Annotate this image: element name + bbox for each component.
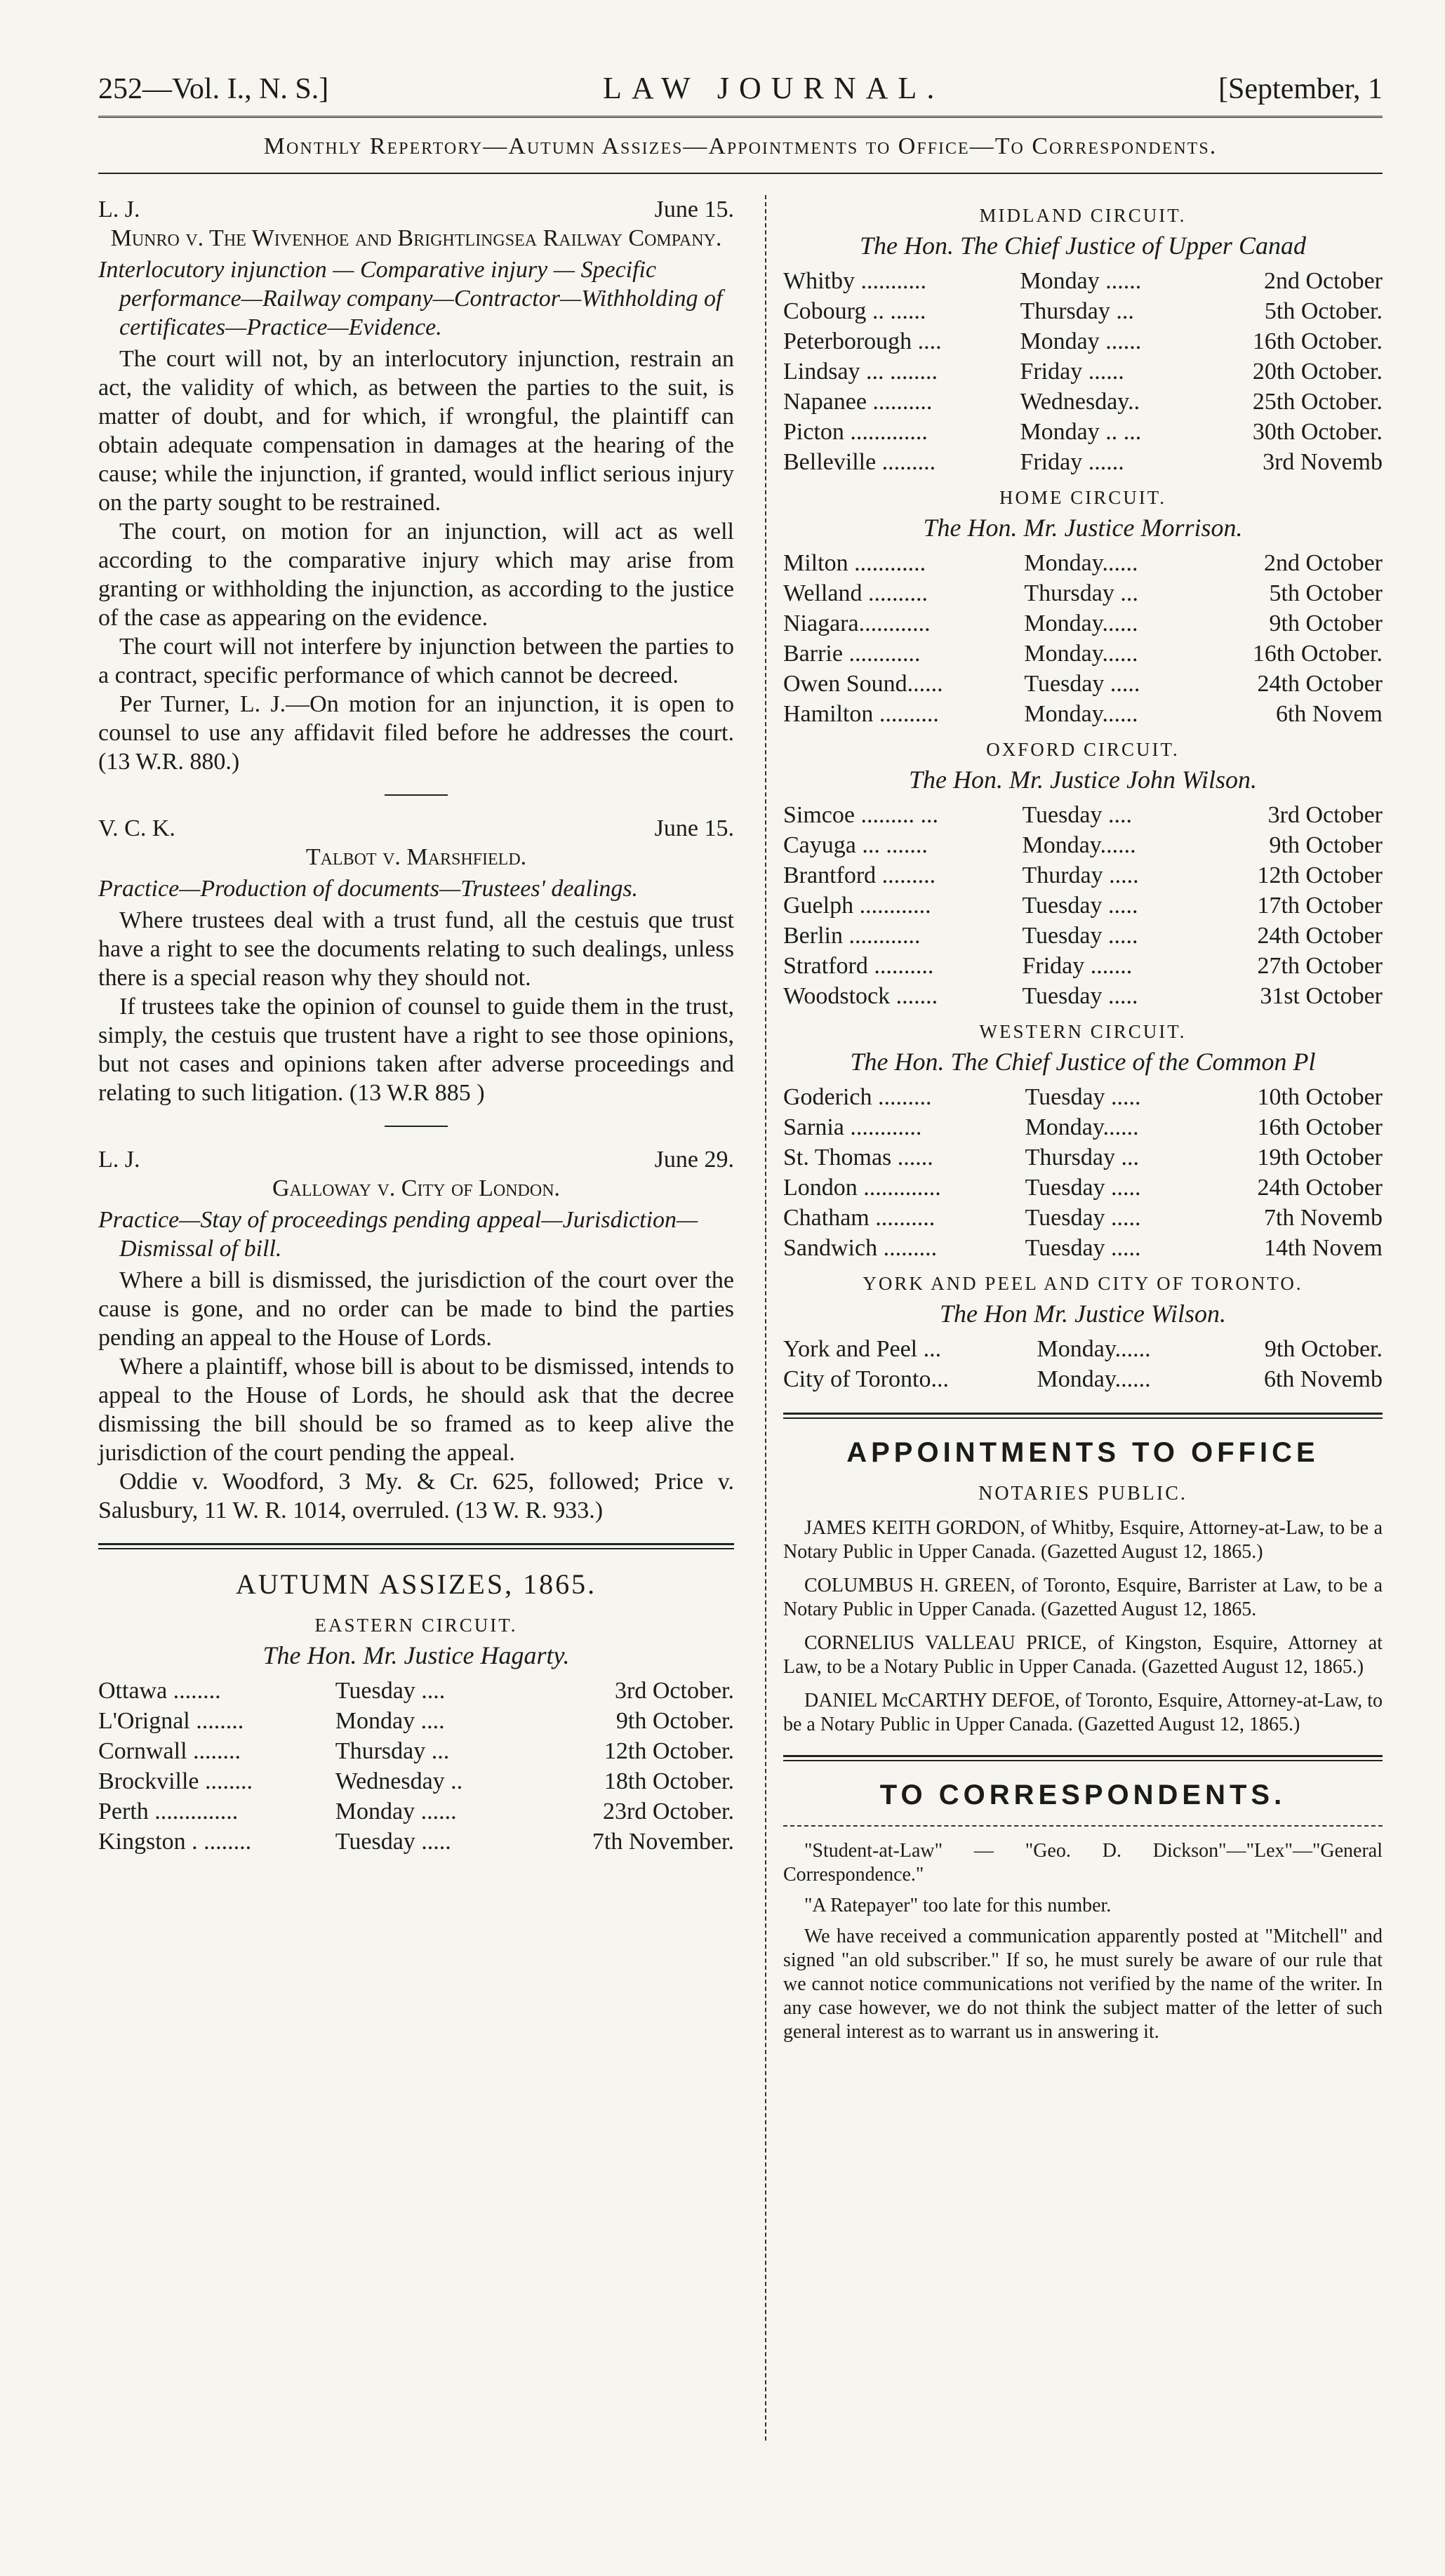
town: Niagara............ — [783, 610, 931, 636]
town: Kingston . ........ — [98, 1829, 252, 1855]
day: Monday...... — [1037, 1336, 1151, 1362]
day: Monday...... — [1025, 1114, 1139, 1140]
case-date: June 29. — [654, 1147, 734, 1173]
day: Wednesday.. — [1020, 389, 1140, 415]
date: 5th October. — [1264, 298, 1383, 324]
town: York and Peel ... — [783, 1336, 942, 1362]
town: Peterborough .... — [783, 328, 942, 354]
circuit-name: OXFORD CIRCUIT. — [986, 739, 1180, 760]
case-report — [98, 195, 734, 776]
right-column — [758, 195, 1383, 2497]
town: Belleville ......... — [783, 449, 936, 475]
schedule-row — [98, 1796, 734, 1827]
schedule-row — [783, 981, 1383, 1011]
circuit-judge: The Hon. Mr. Justice John Wilson. — [909, 766, 1257, 794]
day: Monday...... — [1024, 701, 1138, 727]
notary-entry: COLUMBUS H. GREEN, of Toronto, Esquire, Barrister at Law, to be a Notary Public in Upper Canada. (Gazetted August 12, 1865. — [783, 1575, 1383, 1620]
schedule-row — [783, 356, 1383, 387]
schedule-row — [783, 548, 1383, 578]
case-date: June 15. — [654, 815, 734, 841]
day: Monday...... — [1024, 641, 1138, 667]
town: Whitby ........... — [783, 268, 926, 294]
day: Monday...... — [1024, 610, 1138, 636]
page-number-volume: 252—Vol. I., N. S.] — [98, 73, 329, 105]
schedule-row — [783, 266, 1383, 296]
schedule-row — [783, 296, 1383, 326]
correspondent-note: "Student-at-Law" — "Geo. D. Dickson"—"Lex"—"General Correspondence." — [783, 1840, 1383, 1886]
town: Owen Sound...... — [783, 671, 943, 697]
date: 9th October — [1269, 832, 1383, 858]
town: Picton ............. — [783, 419, 928, 445]
date: 18th October. — [604, 1768, 734, 1794]
circuit-block — [783, 1021, 1383, 1263]
day: Tuesday ..... — [1025, 1084, 1141, 1110]
day: Monday ...... — [1020, 268, 1142, 294]
schedule-row — [783, 639, 1383, 669]
circuit-name: HOME CIRCUIT. — [999, 487, 1166, 508]
journal-page — [98, 70, 1383, 2512]
town: L'Orignal ........ — [98, 1708, 244, 1734]
schedule-row — [783, 1142, 1383, 1173]
schedule-row — [783, 921, 1383, 951]
day: Wednesday .. — [335, 1768, 463, 1794]
date: 6th Novem — [1275, 701, 1383, 727]
date: 31st October — [1260, 983, 1383, 1009]
day: Monday .. ... — [1020, 419, 1142, 445]
date: 9th October. — [1264, 1336, 1383, 1362]
correspondents-heading: TO CORRESPONDENTS. — [879, 1780, 1286, 1810]
circuit-judge: The Hon. Mr. Justice Morrison. — [923, 514, 1243, 542]
day: Thursday ... — [335, 1738, 450, 1764]
circuit-schedule — [783, 1082, 1383, 1263]
section-rule — [783, 1755, 1383, 1761]
circuit-name: YORK AND PEEL AND CITY OF TORONTO. — [863, 1273, 1303, 1294]
schedule-row — [783, 1334, 1383, 1364]
town: Cobourg .. ...... — [783, 298, 926, 324]
circuit-judge: The Hon. The Chief Justice of Upper Canad — [860, 232, 1306, 260]
day: Thursday ... — [1024, 580, 1138, 606]
town: London ............. — [783, 1175, 941, 1201]
town: Hamilton .......... — [783, 701, 939, 727]
circuit-block — [783, 205, 1383, 477]
case-headnote: Interlocutory injunction — Comparative injury — Specific performance—Railway company—Contractor—Withholding of certificates—Practice—Evidence. — [98, 257, 723, 340]
day: Tuesday ..... — [1024, 671, 1140, 697]
circuit-judge: The Hon. The Chief Justice of the Common Pl — [850, 1048, 1316, 1076]
town: St. Thomas ...... — [783, 1144, 933, 1170]
schedule-row — [783, 387, 1383, 417]
date: 7th November. — [592, 1829, 734, 1855]
town: Sarnia ............ — [783, 1114, 922, 1140]
journal-title: LAW JOURNAL. — [603, 71, 945, 105]
circuit-schedule — [783, 548, 1383, 729]
case-paragraph: Where a bill is dismissed, the jurisdiction of the court over the cause is gone, and no order can be made to bind the parties pending an appeal to the House of Lords. — [98, 1267, 734, 1351]
circuit-schedule — [783, 266, 1383, 477]
circuit-block — [783, 1273, 1383, 1394]
date: 12th October. — [604, 1738, 734, 1764]
schedule-row — [783, 890, 1383, 921]
circuit-judge: The Hon Mr. Justice Wilson. — [940, 1300, 1226, 1328]
appointments-heading: APPOINTMENTS TO OFFICE — [846, 1437, 1319, 1468]
case-paragraph: Oddie v. Woodford, 3 My. & Cr. 625, followed; Price v. Salusbury, 11 W. R. 1014, overruled. (13 W. R. 933.) — [98, 1469, 734, 1523]
court-label: L. J. — [98, 1147, 140, 1173]
date: 5th October — [1269, 580, 1383, 606]
two-column-body — [98, 195, 1383, 2497]
town: Simcoe ......... ... — [783, 802, 938, 828]
town: Brantford ......... — [783, 862, 936, 888]
date: 3rd Novemb — [1263, 449, 1383, 475]
case-title: Talbot v. Marshfield. — [305, 844, 527, 870]
schedule-row — [783, 860, 1383, 890]
date: 9th October — [1269, 610, 1383, 636]
day: Tuesday ..... — [1025, 1205, 1141, 1231]
circuit-schedule — [783, 1334, 1383, 1394]
town: Brockville ........ — [98, 1768, 253, 1794]
date: 20th October. — [1252, 359, 1383, 385]
town: Milton ............ — [783, 550, 926, 576]
day: Tuesday ..... — [1025, 1175, 1141, 1201]
day: Monday ...... — [335, 1798, 457, 1824]
town: City of Toronto... — [783, 1366, 949, 1392]
day: Thursday ... — [1025, 1144, 1139, 1170]
date: 17th October — [1257, 893, 1383, 919]
date: 16th October. — [1252, 328, 1383, 354]
date: 25th October. — [1252, 389, 1383, 415]
schedule-row — [783, 1364, 1383, 1394]
town: Berlin ............ — [783, 923, 921, 949]
town: Woodstock ....... — [783, 983, 938, 1009]
town: Napanee .......... — [783, 389, 933, 415]
case-paragraph: The court will not interfere by injunction between the parties to a contract, specific performance of which cannot be decreed. — [98, 634, 734, 688]
date: 14th Novem — [1263, 1235, 1383, 1261]
circuit-block — [98, 1615, 734, 1857]
date: 16th October. — [1252, 641, 1383, 667]
schedule-row — [783, 669, 1383, 699]
town: Welland .......... — [783, 580, 928, 606]
date: 24th October — [1257, 1175, 1383, 1201]
case-separator — [385, 1126, 448, 1127]
section-subheading: Monthly Repertory—Autumn Assizes—Appointments to Office—To Correspondents. — [98, 118, 1383, 174]
case-report — [98, 1145, 734, 1525]
schedule-row — [98, 1676, 734, 1706]
correspondent-note: We have received a communication apparently posted at "Mitchell" and signed "an old subscriber." If so, he must surely be aware of our rule that we cannot notice communications not verified by the name of the writer. In any case however, we do not think the subject matter of the letter of such general interest as to warrant us in answering it. — [783, 1926, 1383, 2043]
date: 12th October — [1257, 862, 1383, 888]
day: Tuesday ..... — [1025, 1235, 1141, 1261]
case-title: Munro v. The Wivenhoe and Brightlingsea Railway Company. — [110, 225, 722, 251]
day: Tuesday ..... — [335, 1829, 451, 1855]
case-headnote: Practice—Production of documents—Trustees' dealings. — [98, 876, 639, 902]
assizes-heading: AUTUMN ASSIZES, 1865. — [235, 1568, 597, 1600]
town: Sandwich ......... — [783, 1235, 938, 1261]
day: Friday ....... — [1022, 953, 1133, 979]
case-separator — [385, 794, 448, 796]
day: Tuesday .... — [335, 1678, 446, 1704]
case-paragraph: If trustees take the opinion of counsel to guide them in the trust, simply, the cestuis que trustent have a right to see those opinions, but not cases and opinions taken after adverse proceedings and relating to such litigation. (13 W.R 885 ) — [98, 994, 734, 1106]
day: Friday ...... — [1020, 359, 1124, 385]
notaries-subheading: NOTARIES PUBLIC. — [978, 1483, 1187, 1504]
schedule-row — [98, 1766, 734, 1796]
day: Friday ...... — [1020, 449, 1124, 475]
date: 27th October — [1257, 953, 1383, 979]
case-paragraph: Where trustees deal with a trust fund, all the cestuis que trust have a right to see the documents relating to such dealings, unless there is a special reason why they should not. — [98, 907, 734, 991]
circuit-name: MIDLAND CIRCUIT. — [979, 205, 1187, 226]
case-paragraph: Where a plaintiff, whose bill is about to be dismissed, intends to appeal to the House of Lords, he should ask that the decree dismissing the bill should be so framed as to keep alive the jurisdiction of the court pending the appeal. — [98, 1354, 734, 1466]
date: 3rd October. — [615, 1678, 734, 1704]
date: 24th October — [1257, 671, 1383, 697]
schedule-row — [783, 1082, 1383, 1112]
case-paragraph: Per Turner, L. J.—On motion for an injunction, it is open to counsel to use any affidavit filed before he addresses the court. (13 W.R. 880.) — [98, 691, 734, 775]
schedule-row — [783, 326, 1383, 356]
case-title: Galloway v. City of London. — [272, 1175, 561, 1201]
section-rule — [783, 1413, 1383, 1419]
day: Monday...... — [1022, 832, 1136, 858]
town: Perth .............. — [98, 1798, 239, 1824]
schedule-row — [783, 578, 1383, 608]
day: Tuesday ..... — [1022, 923, 1138, 949]
town: Cornwall ........ — [98, 1738, 241, 1764]
schedule-row — [783, 608, 1383, 639]
schedule-row — [783, 1203, 1383, 1233]
schedule-row — [783, 830, 1383, 860]
town: Goderich ......... — [783, 1084, 932, 1110]
day: Monday...... — [1037, 1366, 1151, 1392]
town: Chatham .......... — [783, 1205, 935, 1231]
circuit-schedule — [98, 1676, 734, 1857]
dashed-rule — [783, 1825, 1383, 1827]
schedule-row — [783, 447, 1383, 477]
day: Monday...... — [1024, 550, 1138, 576]
section-rule — [98, 1543, 734, 1549]
court-label: L. J. — [98, 196, 140, 222]
schedule-row — [783, 1233, 1383, 1263]
page-header — [98, 70, 1383, 118]
town: Ottawa ........ — [98, 1678, 221, 1704]
issue-date: [September, 1 — [1218, 73, 1383, 105]
town: Guelph ............ — [783, 893, 931, 919]
day: Monday .... — [335, 1708, 445, 1734]
case-report — [98, 814, 734, 1107]
town: Cayuga ... ....... — [783, 832, 928, 858]
schedule-row — [783, 1112, 1383, 1142]
date: 24th October — [1257, 923, 1383, 949]
notary-entry: JAMES KEITH GORDON, of Whitby, Esquire, Attorney-at-Law, to be a Notary Public in Upper Canada. (Gazetted August 12, 1865.) — [783, 1517, 1383, 1563]
schedule-row — [98, 1706, 734, 1736]
schedule-row — [783, 699, 1383, 729]
town: Stratford .......... — [783, 953, 934, 979]
case-paragraph: The court, on motion for an injunction, will act as well according to the comparative injury which may arise from granting or withholding the injunction, as according to the justice of the case as appearing on the evidence. — [98, 519, 734, 631]
day: Tuesday ..... — [1022, 893, 1138, 919]
circuit-block — [783, 739, 1383, 1011]
schedule-row — [783, 417, 1383, 447]
date: 30th October. — [1252, 419, 1383, 445]
circuit-name: WESTERN CIRCUIT. — [979, 1021, 1187, 1042]
day: Thurday ..... — [1022, 862, 1139, 888]
date: 2nd October — [1263, 550, 1383, 576]
case-headnote: Practice—Stay of proceedings pending appeal—Jurisdiction—Dismissal of bill. — [98, 1207, 698, 1262]
notary-entry: CORNELIUS VALLEAU PRICE, of Kingston, Esquire, Attorney at Law, to be a Notary Public in Upper Canada. (Gazetted August 12, 1865.) — [783, 1632, 1383, 1678]
date: 3rd October — [1267, 802, 1383, 828]
court-label: V. C. K. — [98, 815, 175, 841]
case-date: June 15. — [654, 196, 734, 222]
column-divider — [765, 195, 766, 2441]
date: 23rd October. — [603, 1798, 734, 1824]
date: 9th October. — [615, 1708, 734, 1734]
schedule-row — [783, 800, 1383, 830]
circuit-schedule — [783, 800, 1383, 1011]
day: Thursday ... — [1020, 298, 1134, 324]
town: Lindsay ... ........ — [783, 359, 938, 385]
day: Tuesday .... — [1022, 802, 1132, 828]
correspondent-note: "A Ratepayer" too late for this number. — [804, 1895, 1112, 1916]
date: 16th October — [1257, 1114, 1383, 1140]
schedule-row — [783, 1173, 1383, 1203]
date: 19th October — [1257, 1144, 1383, 1170]
date: 7th Novemb — [1263, 1205, 1383, 1231]
left-column — [98, 195, 758, 2497]
day: Monday ...... — [1020, 328, 1142, 354]
date: 10th October — [1257, 1084, 1383, 1110]
day: Tuesday ..... — [1022, 983, 1138, 1009]
date: 6th Novemb — [1263, 1366, 1383, 1392]
town: Barrie ............ — [783, 641, 921, 667]
circuit-judge: The Hon. Mr. Justice Hagarty. — [262, 1641, 570, 1669]
schedule-row — [98, 1827, 734, 1857]
circuit-name: EASTERN CIRCUIT. — [314, 1615, 518, 1636]
date: 2nd October — [1263, 268, 1383, 294]
case-paragraph: The court will not, by an interlocutory injunction, restrain an act, the validity of which, as between the parties to the suit, is matter of doubt, and for which, if wrongful, the plaintiff can obtain adequate compensation in damages at the hearing of the cause; while the injunction, if granted, would inflict serious injury on the party sought to be restrained. — [98, 346, 734, 516]
schedule-row — [783, 951, 1383, 981]
notary-entry: DANIEL McCARTHY DEFOE, of Toronto, Esquire, Attorney-at-Law, to be a Notary Public in Upper Canada. (Gazetted August 12, 1865.) — [783, 1690, 1383, 1735]
schedule-row — [98, 1736, 734, 1766]
circuit-block — [783, 487, 1383, 729]
